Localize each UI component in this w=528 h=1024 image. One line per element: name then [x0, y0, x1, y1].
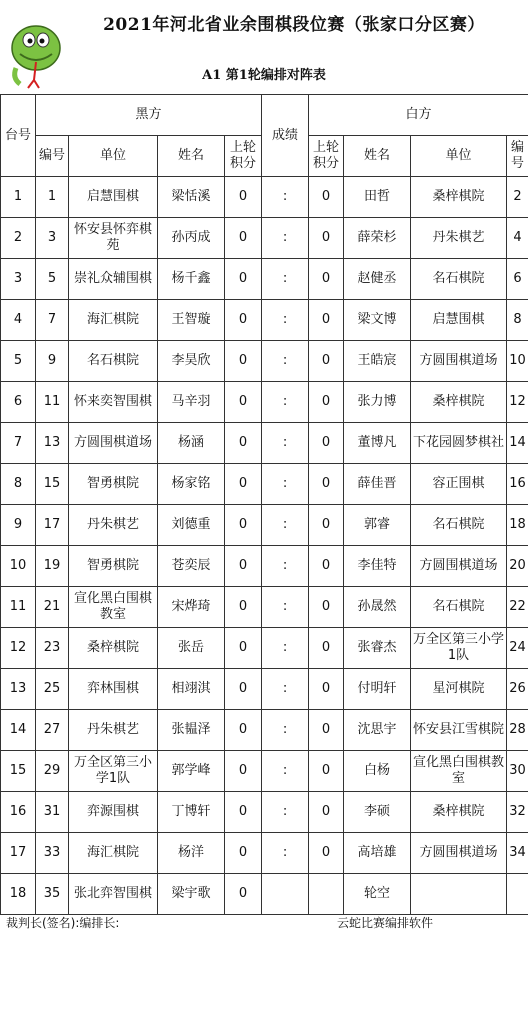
cell-black-no: 35 [36, 874, 69, 915]
cell-white-name: 田哲 [344, 177, 411, 218]
cell-table-no: 1 [1, 177, 36, 218]
cell-black-no: 7 [36, 300, 69, 341]
cell-result: : [262, 546, 309, 587]
cell-black-no: 3 [36, 218, 69, 259]
cell-black-score: 0 [225, 177, 262, 218]
cell-white-name: 梁文博 [344, 300, 411, 341]
cell-table-no: 4 [1, 300, 36, 341]
cell-black-score: 0 [225, 669, 262, 710]
cell-black-score: 0 [225, 341, 262, 382]
cell-white-unit: 方圆围棋道场 [411, 833, 507, 874]
cell-black-name: 张岳 [158, 628, 225, 669]
cell-table-no: 9 [1, 505, 36, 546]
cell-white-score: 0 [309, 300, 344, 341]
cell-white-no: 2 [507, 177, 528, 218]
cell-black-score: 0 [225, 792, 262, 833]
cell-black-name: 杨千鑫 [158, 259, 225, 300]
cell-white-score: 0 [309, 259, 344, 300]
cell-black-unit: 海汇棋院 [69, 300, 158, 341]
table-row [1, 874, 528, 915]
cell-black-name: 王智璇 [158, 300, 225, 341]
cell-white-name: 薛佳晋 [344, 464, 411, 505]
cell-black-no: 19 [36, 546, 69, 587]
cell-white-no: 32 [507, 792, 528, 833]
header-white-unit: 单位 [411, 136, 507, 177]
cell-black-name: 刘德重 [158, 505, 225, 546]
cell-black-score: 0 [225, 259, 262, 300]
cell-result: : [262, 177, 309, 218]
cell-table-no: 13 [1, 669, 36, 710]
cell-black-score: 0 [225, 300, 262, 341]
cell-black-no: 1 [36, 177, 69, 218]
cell-table-no: 7 [1, 423, 36, 464]
cell-white-score: 0 [309, 587, 344, 628]
cell-white-name: 赵健丞 [344, 259, 411, 300]
cell-black-name: 丁博轩 [158, 792, 225, 833]
cell-table-no: 17 [1, 833, 36, 874]
cell-black-no: 27 [36, 710, 69, 751]
cell-white-name: 郭睿 [344, 505, 411, 546]
cell-result: : [262, 259, 309, 300]
cell-black-unit: 崇礼众辅围棋 [69, 259, 158, 300]
cell-white-name: 张睿杰 [344, 628, 411, 669]
cell-result: : [262, 833, 309, 874]
table-row [1, 177, 528, 218]
cell-black-name: 孙丙成 [158, 218, 225, 259]
page-title: 2021年河北省业余围棋段位赛（张家口分区赛） [103, 15, 485, 35]
cell-white-score: 0 [309, 669, 344, 710]
cell-white-name: 孙晟然 [344, 587, 411, 628]
cell-white-no: 26 [507, 669, 528, 710]
cell-white-unit: 名石棋院 [411, 259, 507, 300]
cell-white-score: 0 [309, 464, 344, 505]
cell-black-no: 9 [36, 341, 69, 382]
cell-white-score: 0 [309, 382, 344, 423]
cell-black-no: 25 [36, 669, 69, 710]
table-row [1, 464, 528, 505]
cell-black-score: 0 [225, 423, 262, 464]
cell-table-no: 6 [1, 382, 36, 423]
cell-black-unit: 名石棋院 [69, 341, 158, 382]
cell-white-unit: 桑梓棋院 [411, 382, 507, 423]
table-row [1, 382, 528, 423]
cell-black-no: 15 [36, 464, 69, 505]
cell-white-name: 李硕 [344, 792, 411, 833]
cell-table-no: 15 [1, 751, 36, 792]
cell-black-no: 29 [36, 751, 69, 792]
cell-white-unit: 容正围棋 [411, 464, 507, 505]
cell-table-no: 11 [1, 587, 36, 628]
cell-black-score: 0 [225, 751, 262, 792]
cell-white-no: 30 [507, 751, 528, 792]
cell-result: : [262, 505, 309, 546]
cell-white-score: 0 [309, 505, 344, 546]
table-row [1, 587, 528, 628]
table-row [1, 751, 528, 792]
cell-black-name: 相翊淇 [158, 669, 225, 710]
cell-result: : [262, 710, 309, 751]
cell-black-score: 0 [225, 464, 262, 505]
header-white-score: 上轮积分 [309, 136, 344, 177]
cell-black-name: 杨涵 [158, 423, 225, 464]
cell-white-unit [411, 874, 507, 915]
cell-black-name: 梁宇歌 [158, 874, 225, 915]
cell-white-unit: 桑梓棋院 [411, 792, 507, 833]
cell-table-no: 5 [1, 341, 36, 382]
snake-mascot-icon [6, 16, 64, 96]
cell-result: : [262, 587, 309, 628]
cell-table-no: 18 [1, 874, 36, 915]
header-white-name: 姓名 [344, 136, 411, 177]
referee-signature-line: 裁判长(签名):编排长: [6, 916, 120, 930]
cell-black-score: 0 [225, 628, 262, 669]
cell-black-name: 马辛羽 [158, 382, 225, 423]
cell-black-name: 杨洋 [158, 833, 225, 874]
cell-black-score: 0 [225, 874, 262, 915]
cell-black-name: 张韫泽 [158, 710, 225, 751]
cell-white-unit: 名石棋院 [411, 587, 507, 628]
table-row [1, 833, 528, 874]
cell-white-no: 34 [507, 833, 528, 874]
cell-white-no: 6 [507, 259, 528, 300]
table-row [1, 300, 528, 341]
cell-black-name: 苍奕辰 [158, 546, 225, 587]
table-row [1, 423, 528, 464]
cell-white-unit: 怀安县江雪棋院 [411, 710, 507, 751]
cell-white-score: 0 [309, 218, 344, 259]
cell-white-no: 12 [507, 382, 528, 423]
table-row [1, 341, 528, 382]
cell-black-unit: 智勇棋院 [69, 546, 158, 587]
cell-table-no: 14 [1, 710, 36, 751]
cell-white-score: 0 [309, 423, 344, 464]
cell-white-no: 22 [507, 587, 528, 628]
cell-result: : [262, 218, 309, 259]
table-row [1, 628, 528, 669]
cell-black-score: 0 [225, 546, 262, 587]
cell-white-no: 14 [507, 423, 528, 464]
table-row [1, 669, 528, 710]
cell-black-score: 0 [225, 505, 262, 546]
cell-black-score: 0 [225, 218, 262, 259]
cell-black-name: 郭学峰 [158, 751, 225, 792]
cell-result: : [262, 464, 309, 505]
cell-white-score [309, 874, 344, 915]
cell-white-no [507, 874, 528, 915]
cell-black-unit: 丹朱棋艺 [69, 710, 158, 751]
cell-black-unit: 丹朱棋艺 [69, 505, 158, 546]
cell-white-score: 0 [309, 792, 344, 833]
cell-result: : [262, 382, 309, 423]
cell-white-name: 李佳特 [344, 546, 411, 587]
cell-white-no: 4 [507, 218, 528, 259]
round-subtitle: A1 第1轮编排对阵表 [202, 68, 326, 83]
cell-black-no: 23 [36, 628, 69, 669]
cell-white-no: 18 [507, 505, 528, 546]
cell-black-unit: 方圆围棋道场 [69, 423, 158, 464]
cell-black-name: 宋烨琦 [158, 587, 225, 628]
cell-white-score: 0 [309, 546, 344, 587]
cell-white-score: 0 [309, 751, 344, 792]
cell-black-unit: 宣化黑白围棋教室 [69, 587, 158, 628]
table-row [1, 792, 528, 833]
cell-table-no: 3 [1, 259, 36, 300]
cell-table-no: 16 [1, 792, 36, 833]
cell-result: : [262, 792, 309, 833]
table-row [1, 505, 528, 546]
cell-black-unit: 启慧围棋 [69, 177, 158, 218]
cell-black-no: 31 [36, 792, 69, 833]
cell-white-name: 张力博 [344, 382, 411, 423]
cell-black-name: 李昊欣 [158, 341, 225, 382]
cell-white-no: 24 [507, 628, 528, 669]
cell-white-no: 20 [507, 546, 528, 587]
table-row [1, 218, 528, 259]
cell-white-unit: 方圆围棋道场 [411, 341, 507, 382]
cell-white-no: 10 [507, 341, 528, 382]
cell-white-no: 16 [507, 464, 528, 505]
header-black-name: 姓名 [158, 136, 225, 177]
cell-white-name: 沈思宇 [344, 710, 411, 751]
cell-white-name: 董博凡 [344, 423, 411, 464]
cell-white-score: 0 [309, 628, 344, 669]
cell-black-unit: 海汇棋院 [69, 833, 158, 874]
cell-table-no: 8 [1, 464, 36, 505]
cell-black-unit: 怀来奕智围棋 [69, 382, 158, 423]
cell-white-unit: 名石棋院 [411, 505, 507, 546]
cell-black-unit: 弈林围棋 [69, 669, 158, 710]
cell-white-unit: 桑梓棋院 [411, 177, 507, 218]
cell-white-name: 白杨 [344, 751, 411, 792]
cell-black-unit: 智勇棋院 [69, 464, 158, 505]
cell-black-no: 13 [36, 423, 69, 464]
cell-white-name: 付明轩 [344, 669, 411, 710]
cell-white-score: 0 [309, 833, 344, 874]
cell-black-no: 11 [36, 382, 69, 423]
cell-black-unit: 桑梓棋院 [69, 628, 158, 669]
cell-result: : [262, 300, 309, 341]
cell-black-score: 0 [225, 833, 262, 874]
cell-black-unit: 万全区第三小学1队 [69, 751, 158, 792]
cell-white-unit: 宣化黑白围棋教室 [411, 751, 507, 792]
cell-black-score: 0 [225, 587, 262, 628]
table-row [1, 710, 528, 751]
cell-white-name: 王皓宸 [344, 341, 411, 382]
header-black-no: 编号 [36, 136, 69, 177]
cell-result: : [262, 341, 309, 382]
cell-white-score: 0 [309, 341, 344, 382]
cell-white-no: 28 [507, 710, 528, 751]
cell-table-no: 10 [1, 546, 36, 587]
cell-white-unit: 万全区第三小学1队 [411, 628, 507, 669]
cell-table-no: 12 [1, 628, 36, 669]
cell-white-score: 0 [309, 710, 344, 751]
cell-black-name: 梁恬溪 [158, 177, 225, 218]
cell-white-name: 高培雄 [344, 833, 411, 874]
cell-black-score: 0 [225, 710, 262, 751]
header-table-no: 台号 [1, 95, 36, 177]
cell-black-no: 17 [36, 505, 69, 546]
cell-white-no: 8 [507, 300, 528, 341]
header-result: 成绩 [262, 95, 309, 177]
header-black: 黑方 [36, 95, 262, 136]
cell-black-name: 杨家铭 [158, 464, 225, 505]
cell-white-unit: 下花园圆梦棋社 [411, 423, 507, 464]
header-black-score: 上轮积分 [225, 136, 262, 177]
cell-black-unit: 怀安县怀弈棋苑 [69, 218, 158, 259]
header-white-no: 编号 [507, 136, 528, 177]
cell-white-score: 0 [309, 177, 344, 218]
header-black-unit: 单位 [69, 136, 158, 177]
cell-black-no: 33 [36, 833, 69, 874]
pairing-table [0, 94, 528, 915]
cell-white-name: 轮空 [344, 874, 411, 915]
cell-black-unit: 弈源围棋 [69, 792, 158, 833]
cell-white-name: 薛荣杉 [344, 218, 411, 259]
table-row [1, 546, 528, 587]
cell-white-unit: 丹朱棋艺 [411, 218, 507, 259]
cell-black-score: 0 [225, 382, 262, 423]
cell-black-unit: 张北弈智围棋 [69, 874, 158, 915]
cell-result: : [262, 751, 309, 792]
cell-black-no: 21 [36, 587, 69, 628]
cell-white-unit: 启慧围棋 [411, 300, 507, 341]
cell-result: : [262, 628, 309, 669]
header-white: 白方 [309, 95, 528, 136]
cell-result: : [262, 423, 309, 464]
cell-result [262, 874, 309, 915]
cell-white-unit: 星河棋院 [411, 669, 507, 710]
cell-white-unit: 方圆围棋道场 [411, 546, 507, 587]
cell-table-no: 2 [1, 218, 36, 259]
cell-result: : [262, 669, 309, 710]
software-credit: 云蛇比赛编排软件 [337, 916, 434, 930]
cell-black-no: 5 [36, 259, 69, 300]
table-row [1, 259, 528, 300]
